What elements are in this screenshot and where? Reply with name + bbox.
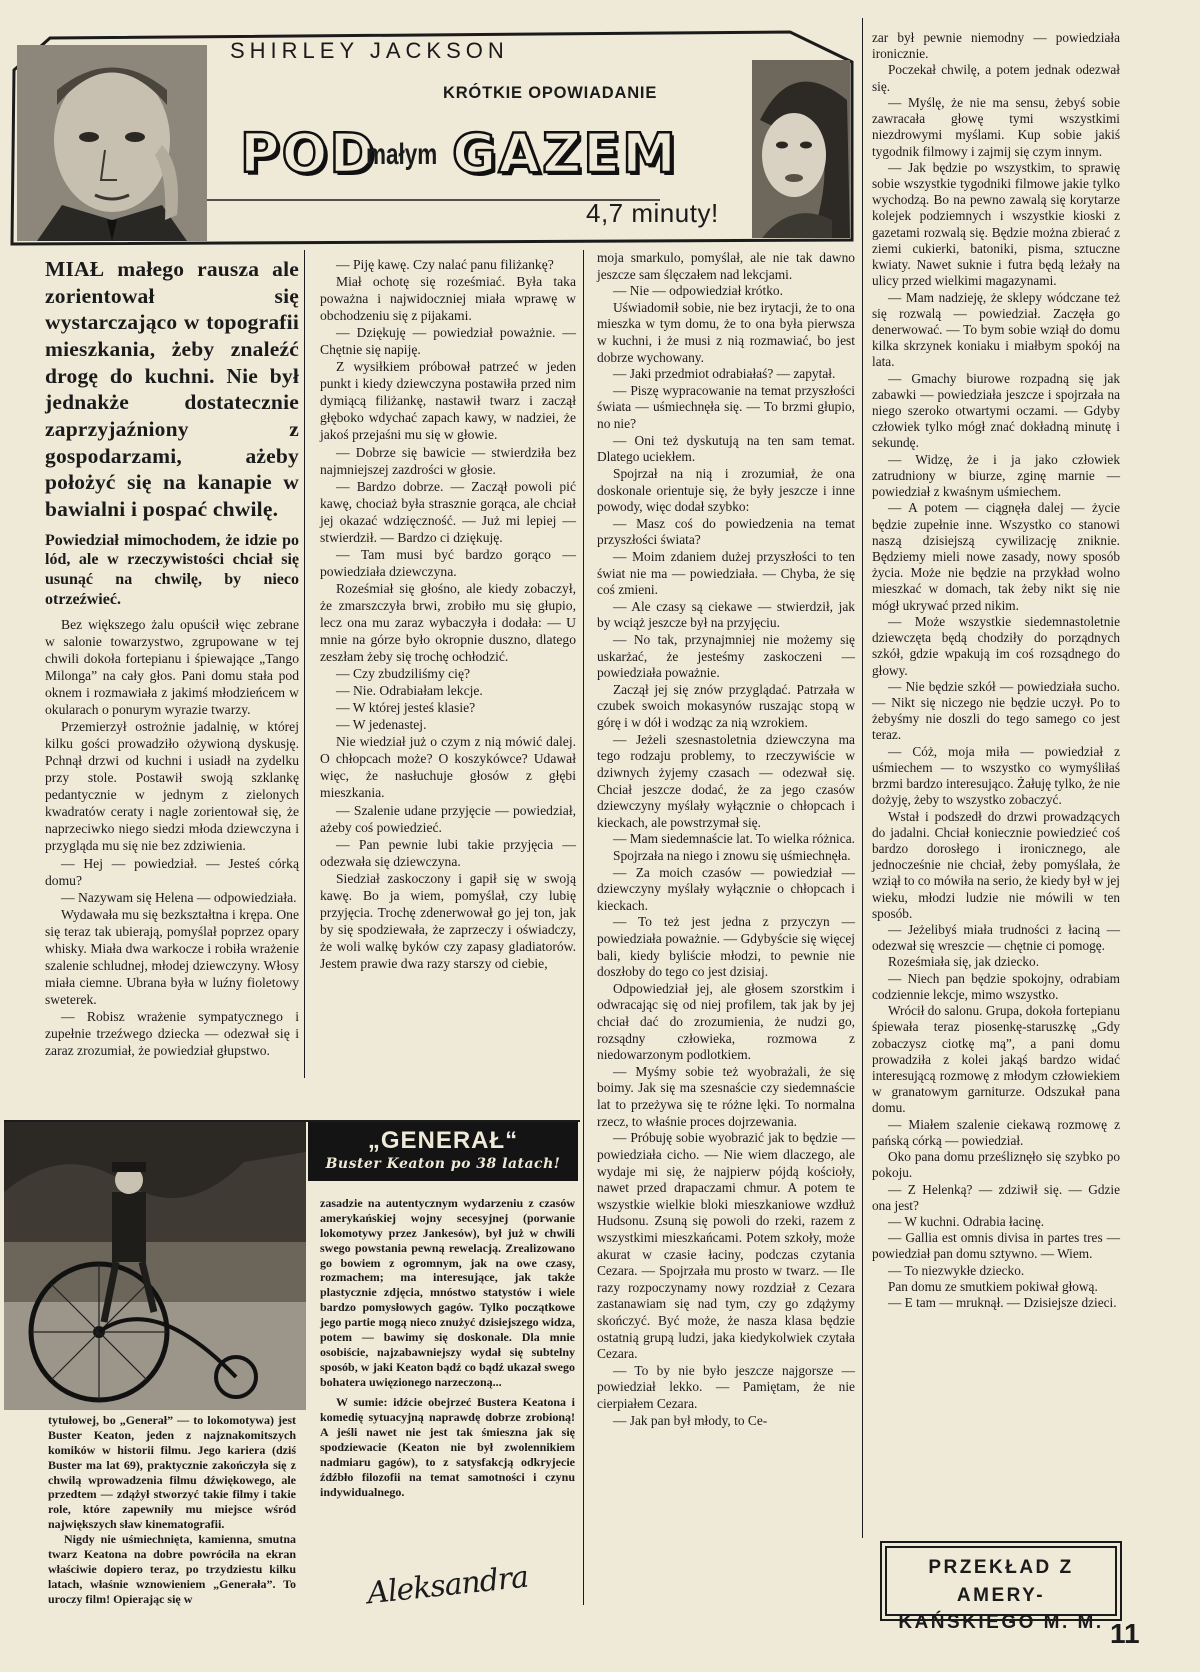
paragraph: W sumie: idźcie obejrzeć Bustera Keatona i komedię sytuacyjną naprawdę dobrze zrobioną! A jeśli nawet nie jest tak śmieszna jak się spodziewacie (Keaton nie był zwolennikiem nadmiaru gagów), to z satysfakcją odkryjecie źdźbło filozofii na temat samotności i czynu indywidualnego. [320, 1395, 575, 1499]
paragraph: — Bardzo dobrze. — Zaczął powoli pić kawę, chociaż była strasznie gorąca, ale chciał jej okazać wdzięczność. — Już mi lepiej — stwierdził. — Bardzo ci dziękuję. [320, 478, 576, 545]
paragraph: Bez większego żalu opuścił więc zebrane w salonie towarzystwo, zgrupowane w tej chwili dokoła fortepianu i śpiewające „Tango Milonga” na cały głos. Pani domu stała pod oknem i rozmawiała z jakimś młodzieńcem w okularach o ponurym wyrazie twarzy. [45, 616, 299, 718]
paragraph: Zaczął jej się znów przyglądać. Patrzała w czubek swoich mokasynów ruszając stopą w górę i w dół i wodząc za nią wzrokiem. [597, 681, 855, 731]
translation-line-2: KAŃSKIEGO M. M. [898, 1612, 1104, 1634]
paragraph: — No tak, przynajmniej nie możemy się uskarżać, że jesteśmy zaskoczeni — powiedziała poważnie. [597, 632, 855, 681]
paragraph: Przemierzył ostrożnie jadalnię, w której kilku gości prowadziło ożywioną dyskusję. Pchnął drzwi od kuchni i usiadł na zydelku przy stole. Postawił swoją szklankę pedantycznie w jednym z zielonych kwadratów ceraty i nagle zorientował się, że naprzeciwko niego siedzi młoda dziewczyna i przygląda mu się nie bez zdziwienia. [45, 719, 299, 854]
paragraph: — Nazywam się Helena — odpowiedziała. [61, 889, 297, 905]
paragraph: — Widzę, że i ja jako człowiek zatrudniony w biurze, zginę marnie — powiedział z kwaśnym uśmiechem. [872, 451, 1120, 500]
paragraph: — Cóż, moja miła — powiedział z uśmiechem — to wszystko co wymyśliłaś brzmi bardzo interesująco. Żałuję tylko, że nie dożyję, żeby to wszystko zobaczyć. [872, 743, 1120, 808]
paragraph: — Myślę, że nie ma sensu, żebyś sobie zawracała głowę tymi wszystkimi niezdrowymi myślami. Kup sobie jakiś tygodnik filmowy i zajmij się czym innym. [872, 94, 1120, 159]
paragraph: — Moim zdaniem dużej przyszłości to ten świat nie ma — powiedziała. — Chyba, że się coś zmieni. [597, 548, 855, 598]
review-title: „GENERAŁ“ [367, 1127, 519, 1154]
paragraph: tytułowej, bo „Generał” — to lokomotywa) jest Buster Keaton, jeden z najznakomitszych komików w historii filmu. Jego kariera (dziś Buster ma lat 69), praktycznie zakończyła się z chwilą wprowadzenia filmu dźwiękowego, ale przedtem — zdążył stworzyć takie filmy i takie role, które zapewniły mu miejsce wśród największych sław kinematografii. [48, 1413, 296, 1532]
girl-portrait [752, 60, 850, 238]
reading-time: 4,7 minuty! [586, 198, 719, 228]
paragraph: Pan domu ze smutkiem pokiwał głową. [888, 1278, 1098, 1294]
paragraph: — Za moich czasów — powiedział — dziewczyny myślały wyłącznie o chłopcach i kieckach. [597, 864, 855, 913]
paragraph: — Jeżeli szesnastoletnia dziewczyna ma tego rodzaju problemy, to rzeczywiście w dziwnych żyjemy czasach — odezwał się. Chciał jeszcze dodać, że za jego czasów dziewczyny myślały wyłącznie o chłopcach i kieckach, ale powstrzymał się. [597, 731, 855, 830]
story-column-2 [320, 256, 576, 972]
paragraph: Roześmiała się, jak dziecko. [888, 954, 1040, 970]
reviewer-signature: Aleksandra [365, 1559, 530, 1612]
paragraph: — Robisz wrażenie sympatycznego i zupełnie trzeźwego dziecka — odezwał się i zaraz zrozumiał, że powiedział głupstwo. [45, 1008, 299, 1059]
paragraph: — Miałem szalenie ciekawą rozmowę z pańską córką — powiedział. [872, 1116, 1120, 1148]
story-lead: MIAŁ małego rausza ale zorientował się wystarczająco w topografii mieszkania, żeby znaleźć drogę do kuchni. Nie był jednakże dostatecznie zaprzyjaźniony z gospodarzami, ażeby położyć się na kanapie w bawialni i pospać chwilę. [45, 257, 299, 521]
title-word-gazem: GAZEM [452, 122, 678, 185]
paragraph: Spojrzała na niego i znowu się uśmiechnęła. [613, 847, 851, 863]
story-column-4 [872, 30, 1120, 1311]
paragraph: — To też jest jedna z przyczyn — powiedziała poważnie. — Gdybyście się więcej bali, kiedy byliście młodzi, to pewnie nie doszłoby do tego co jest dzisiaj. [597, 914, 855, 980]
review-column-right [320, 1196, 575, 1500]
paragraph: — Czy zbudziliśmy cię? [336, 666, 471, 682]
paragraph: Wrócił do salonu. Grupa, dokoła fortepianu śpiewała teraz piosenkę-staruszkę „Gdy zobaczysz ciotkę mą”, a pani domu prowadziła z kolei jakąś bardzo widać interesującą rozmowę z młodym człowiekiem w granatowym garniturze. Odszukał pana domu. [872, 1003, 1120, 1116]
paragraph: — Jeżelibyś miała trudności z łaciną — odezwał się wreszcie — chętnie ci pomogę. [872, 922, 1120, 954]
paragraph: zar był pewnie niemodny — powiedziała ironicznie. [872, 30, 1120, 62]
paragraph: — W jedenastej. [336, 717, 427, 733]
page-number: 11 [1110, 1618, 1140, 1649]
paragraph: — Jak pan był młody, to Ce- [613, 1412, 768, 1428]
review-subtitle: Buster Keaton po 38 latach! [325, 1156, 561, 1172]
paragraph: — Może wszystkie siedemnastoletnie dziewczęta będą chodziły do porządnych szkół, gdzie wpakują im coś rozsądnego do głowy. [872, 613, 1120, 678]
kicker: KRÓTKIE OPOWIADANIE [443, 84, 658, 102]
paragraph: — W której jesteś klasie? [336, 700, 476, 716]
paragraph: — Dziękuję — powiedział poważnie. — Chętnie się napiję. [320, 325, 576, 358]
paragraph: Nie wiedział już o czym z nią mówić dalej. O chłopcach może? O koszykówce? Udawał więc, że nasłuchuje głosów z głębi mieszkania. [320, 734, 576, 801]
paragraph: — Masz coś do powiedzenia na temat przyszłości świata? [597, 515, 855, 548]
translation-credit [885, 1546, 1117, 1634]
paragraph: moja smarkulo, pomyślał, ale nie tak dawno jeszcze sam ślęczałem nad lekcjami. [597, 250, 855, 282]
paragraph: Nigdy nie uśmiechnięta, kamienna, smutna twarz Keatona na dobre powróciła na ekran właściwie dopiero teraz, po trzydziestu kilku latach, właśnie wznowieniem „Generała”. To uroczy film! Opierając się w [48, 1532, 296, 1606]
paragraph: — A potem — ciągnęła dalej — życie będzie zupełnie inne. Wszystko co stanowi naszą dzisiejszą cywilizację zniknie. Będziemy mieli nowe zasady, nowy sposób życia. Może nie będzie na przykład wolno mieszkać w domach, tak żeby nikt się nie mógł ukrywać przed nikim. [872, 500, 1120, 613]
author-portrait [17, 45, 207, 241]
paragraph: Z wysiłkiem próbował patrzeć w jeden punkt i kiedy dziewczyna postawiła przed nim dymiącą filiżankę, nastawił twarz i zaczął głęboko wdychać zapach kawy, w nadziei, że jakoś przejaśni mu się w głowie. [320, 359, 576, 443]
story-column-3 [597, 250, 855, 1429]
paragraph: — Dobrze się bawicie — stwierdziła bez najmniejszej zazdrości w głosie. [320, 444, 576, 477]
paragraph: — To niezwykłe dziecko. [888, 1262, 1025, 1278]
paragraph: — Jaki przedmiot odrabiałaś? — zapytał. [613, 366, 836, 382]
review-banner [308, 1122, 578, 1181]
paragraph: — Tam musi być bardzo gorąco — powiedziała dziewczyna. [320, 546, 576, 579]
paragraph: — Mam nadzieję, że sklepy wódczane też się rozwalą — powiedział. Zaczęła go denerwować. — To bym sobie wziął do domu kilka skrzynek koniaku i miałbym spokój na lata. [872, 289, 1120, 370]
paragraph: — Ale czasy są ciekawe — stwierdził, jak by wciąż jeszcze był na przyjęciu. [597, 598, 855, 631]
paragraph: Spojrzał na nią i zrozumiał, że ona doskonale orientuje się, że były jeszcze i inne powody, więc dodał szybko: [597, 465, 855, 515]
paragraph: Odpowiedział jej, ale głosem szorstkim i odwracając się od niej profilem, tak jak by jej chciał dać do zrozumienia, że nudzi go, rozsądny człowieka, rozmowa z niedowarzonym podlotkiem. [597, 980, 855, 1063]
paragraph: — Niech pan będzie spokojny, odrabiam codziennie lekcje, mimo wszystko. [872, 970, 1120, 1002]
paragraph: — Gallia est omnis divisa in partes tres — powiedział pan domu sztywno. — Wiem. [872, 1230, 1120, 1262]
story-lead-2: Powiedział mimochodem, że idzie po lód, ale w rzeczywistości chciał się usunąć na chwilę, by nieco otrzeźwieć. [45, 531, 299, 609]
paragraph: — Z Helenką? — zdziwił się. — Gdzie ona jest? [872, 1181, 1120, 1213]
paragraph: — Piszę wypracowanie na temat przyszłości świata — uśmiechnęła się. — To brzmi głupio, no nie? [597, 382, 855, 432]
paragraph: — Jak będzie po wszystkim, to sprawię sobie wszystkie tygodniki filmowe jakie tylko wychodzą. Bo na pewno zawalą się korytarze kolejek podziemnych i wszystkie kioski z gazetami rozwalą się. Będzie można zbierać z ziemi cukierki, batoniki, pisma, sztuczne kwiaty. Nawet suknie i futra będą leżały na ulicy przed wielkimi magazynami. [872, 159, 1120, 289]
paragraph: Wstał i podszedł do drzwi prowadzących do jadalni. Chciał koniecznie powiedzieć coś bardzo dorosłego i ironicznego, ale jednocześnie nie chciał, żeby pomyślała, że wziął to co mówiła na serio, że kiedy był w jej wieku, młodzi ludzie nie mówili w ten sposób. [872, 808, 1120, 921]
paragraph: — To by nie było jeszcze najgorsze — powiedział lekko. — Pamiętam, że nie cierpiałem Cezara. [597, 1362, 855, 1412]
paragraph: — Piję kawę. Czy nalać panu filiżankę? [336, 257, 554, 272]
paragraph: — Mam siedemnaście lat. To wielka różnica. [613, 831, 855, 847]
review-column-left [48, 1413, 296, 1606]
title-word-malym: małym [366, 138, 438, 171]
keaton-bicycle-photo [4, 1122, 306, 1410]
paragraph: — Pan pewnie lubi takie przyjęcia — odezwała się dziewczyna. [320, 836, 576, 869]
paragraph: — Próbuję sobie wyobrazić jak to będzie — powiedziała cicho. — Nie wiem dlaczego, ale wydaje mi się, że najpierw pójdą kościoły, nawet przed drapaczami chmur. A potem te wszystkie wielkie bloki mieszkaniowe wzdłuż Hudsonu. Zsuną się powoli do rzeki, razem z wszystkimi mieszkańcami. Potem szkoły, może akurat w czasie łaciny, podczas czytania Cezara. — Spojrzała mu prosto w twarz. — Ile razy rozpoczynamy nowy rozdział z Cezara zastanawiam się nad tym, czy go zdążymy skończyć. Być może, że nasza klasa będzie ostatnią grupą ludzi, jaka kiedykolwiek czytała Cezara. [597, 1130, 855, 1362]
paragraph: — Nie. Odrabiałam lekcje. [336, 683, 483, 699]
paragraph: Roześmiał się głośno, ale kiedy zobaczył, że zmarszczyła brwi, zrobiło mu się głupio, lecz ona mu zaraz wybaczyła i dodała: — U mnie na górze było okropnie duszno, dlatego zeszłam żeby się trochę ochłodzić. [320, 580, 576, 665]
paragraph: zasadzie na autentycznym wydarzeniu z czasów amerykańskiej wojny secesyjnej (porwanie lokomotywy przez Jankesów), był już w chwili swego powstania pewną rewelacją. Zrealizowano go bowiem z ogromnym, jak na owe czasy, rozmachem; ma interesujące, jak także plastycznie zdjęcia, mnóstwo statystów i wiele bardzo pomysłowych gagów. Tylko początkowe jego partie mogą nieco znużyć dzisiejszego widza, potem — bawimy się doskonale. Dla mnie osobiście, najzabawniejszy wydał się subtelny sposób, w jaki Keaton bądź co bądź ukazał swego bohatera uwięzionego narzeczoną... [320, 1196, 575, 1389]
paragraph: — Gmachy biurowe rozpadną się jak zabawki — powiedziała jeszcze i spojrzała na niego szeroko otwartymi oczami. — Gdyby człowiek tylko mógł znać dokładną minutę i sekundę. [872, 370, 1120, 451]
paragraph: — E tam — mruknął. — Dzisiejsze dzieci. [888, 1295, 1117, 1311]
paragraph: — Nie będzie szkół — powiedziała sucho. — Nikt się niczego nie będzie uczył. Po to żebyśmy nie doszli do tego samego co jest teraz. [872, 678, 1120, 743]
paragraph: — Nie — odpowiedział krótko. [613, 283, 783, 299]
author-name: SHIRLEY JACKSON [230, 38, 509, 63]
paragraph: — Myśmy sobie też wyobrażali, że się boimy. Jak się ma szesnaście czy siedemnaście lat to przeżywa się te różne lęki. To normalna rzecz, to właśnie proces dojrzewania. [597, 1063, 855, 1129]
paragraph: — Oni też dyskutują na ten sam temat. Dlatego uciekłem. [597, 432, 855, 465]
paragraph: — W kuchni. Odrabia łacinę. [888, 1213, 1045, 1229]
column-rule [583, 250, 584, 1605]
translation-line-1: PRZEKŁAD Z AMERY- [928, 1557, 1074, 1606]
title-word-pod: POD [240, 122, 377, 185]
paragraph: Poczekał chwilę, a potem jednak odezwał się. [872, 62, 1120, 94]
paragraph: Siedział zaskoczony i gapił się w swoją kawę. Bo ja wiem, pomyślał, czy lubię przyjęcia. Trochę zdenerwował go jej ton, jak by się spodziewała, że zaprzeczy i oświadczy, że woli walkę byków czy zapasy gladiatorów. Jestem prawie dwa razy starszy od ciebie, [320, 870, 576, 971]
paragraph: Miał ochotę się roześmiać. Była taka poważna i najwidoczniej miała wprawę w obchodzeniu się z pijakami. [320, 274, 576, 324]
paragraph: — Szalenie udane przyjęcie — powiedział, ażeby coś powiedzieć. [320, 802, 576, 835]
paragraph: Oko pana domu prześliznęło się szybko po pokoju. [872, 1149, 1120, 1181]
column-rule [862, 18, 863, 1538]
paragraph: Uświadomił sobie, nie bez irytacji, że to ona mieszka w tym domu, że to ona była pierwsza w kuchni, i że musi z nią rozmawiać, bo jest dobrze wychowany. [597, 299, 855, 365]
story-column-1 [45, 256, 299, 1059]
paragraph: Wydawała mu się bezkształtna i krępa. One się teraz tak ubierają, pomyślał poprzez opary whisky. Miała dwa warkocze i robiła wrażenie szalenie schludnej, młodej dziewczyny. Włosy miała ciemne. Ubrana była w luźny fioletowy sweterek. [45, 906, 299, 1007]
column-rule [304, 250, 305, 1078]
paragraph: — Hej — powiedział. — Jesteś córką domu? [45, 855, 299, 888]
